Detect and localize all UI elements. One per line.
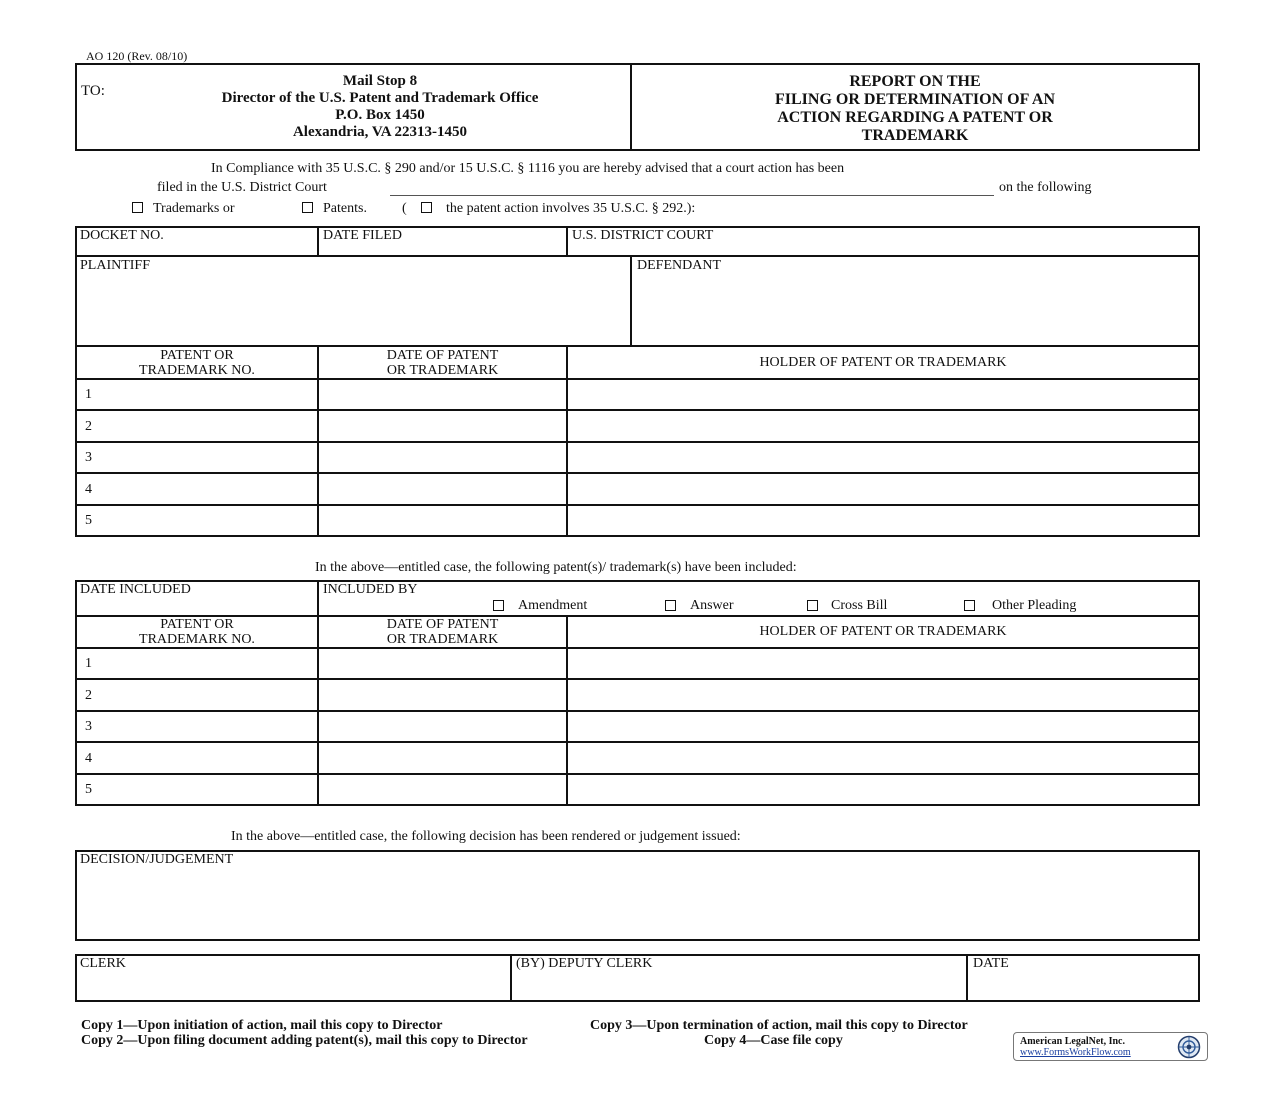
table1-row-5: 5 [85,513,92,528]
decision-intro: In the above—entitled case, the following decision has been rendered or judgement issued: [231,829,741,844]
table1-row-3: 3 [85,450,92,465]
date-filed-label: DATE FILED [323,228,402,243]
copy1-text: Copy 1—Upon initiation of action, mail this copy to Director [81,1018,443,1033]
copy2-text: Copy 2—Upon filing document adding patent(s), mail this copy to Director [81,1033,528,1048]
defendant-label: DEFENDANT [637,258,721,273]
logo-company: American LegalNet, Inc. [1020,1036,1125,1047]
report-title-line3: ACTION REGARDING A PATENT OR [777,109,1053,126]
report-title-line4: TRADEMARK [861,127,969,144]
date-header2-l2: OR TRADEMARK [386,632,499,647]
date-header-l1: DATE OF PATENT [386,348,499,363]
patents-label: Patents. [323,201,367,216]
answer-label: Answer [690,598,734,613]
patent-no-header-l1: PATENT OR [160,348,234,363]
table2-row-5: 5 [85,782,92,797]
table1-row-2: 2 [85,419,92,434]
plaintiff-label: PLAINTIFF [80,258,151,273]
holder-header2: HOLDER OF PATENT OR TRADEMARK [759,624,1007,639]
table2-row-1: 1 [85,656,92,671]
table2-row-2: 2 [85,688,92,703]
patent-292-checkbox[interactable] [421,202,432,213]
answer-checkbox[interactable] [665,600,676,611]
patent-no-header2-l2: TRADEMARK NO. [139,632,255,647]
amendment-checkbox[interactable] [493,600,504,611]
form-id: AO 120 (Rev. 08/10) [86,49,188,63]
compliance-line1: In Compliance with 35 U.S.C. § 290 and/or 15 U.S.C. § 1116 you are hereby advised that a court action has been [211,161,845,176]
date-header-l2: OR TRADEMARK [386,363,499,378]
other-pleading-label: Other Pleading [992,598,1077,613]
logo-url[interactable]: www.FormsWorkFlow.com [1020,1047,1131,1058]
included-intro: In the above—entitled case, the following patent(s)/ trademark(s) have been included: [315,560,797,575]
open-paren: ( [402,201,407,216]
patent-292-label: the patent action involves 35 U.S.C. § 292.): [446,201,696,216]
district-court-prefix: filed in the U.S. District Court [157,180,327,195]
district-court-label: U.S. DISTRICT COURT [572,228,714,243]
report-title-line2: FILING OR DETERMINATION OF AN [774,91,1056,108]
copy3-text: Copy 3—Upon termination of action, mail this copy to Director [590,1018,968,1033]
trademarks-label: Trademarks or [153,201,235,216]
director-line: Director of the U.S. Patent and Trademark Office [221,90,539,106]
mail-stop: Mail Stop 8 [342,73,418,89]
globe-icon [1174,1035,1204,1059]
table1-row-4: 4 [85,482,92,497]
docket-no-label: DOCKET NO. [80,228,164,243]
decision-label: DECISION/JUDGEMENT [80,852,234,867]
cross-bill-label: Cross Bill [831,598,888,613]
clerk-label: CLERK [80,956,126,971]
report-title-line1: REPORT ON THE [849,73,981,90]
city-line: Alexandria, VA 22313-1450 [292,124,468,140]
table1-row-1: 1 [85,387,92,402]
date-included-label: DATE INCLUDED [80,582,191,597]
copy4-text: Copy 4—Case file copy [704,1033,843,1048]
holder-header: HOLDER OF PATENT OR TRADEMARK [759,355,1007,370]
date-header2-l1: DATE OF PATENT [386,617,499,632]
legalnet-logo[interactable] [1013,1032,1208,1061]
table2-row-4: 4 [85,751,92,766]
amendment-label: Amendment [518,598,588,613]
trademarks-checkbox[interactable] [132,202,143,213]
patent-no-header2-l1: PATENT OR [160,617,234,632]
to-label: TO: [81,83,105,99]
district-court-input-line[interactable] [390,195,994,196]
table2-row-3: 3 [85,719,92,734]
included-by-label: INCLUDED BY [323,582,418,597]
decision-box[interactable] [75,850,1200,941]
other-pleading-checkbox[interactable] [964,600,975,611]
date-label: DATE [973,956,1009,971]
patents-checkbox[interactable] [302,202,313,213]
po-box: P.O. Box 1450 [335,107,425,123]
cross-bill-checkbox[interactable] [807,600,818,611]
deputy-clerk-label: (BY) DEPUTY CLERK [516,956,653,971]
patent-no-header-l2: TRADEMARK NO. [139,363,255,378]
district-court-suffix: on the following [999,180,1092,195]
